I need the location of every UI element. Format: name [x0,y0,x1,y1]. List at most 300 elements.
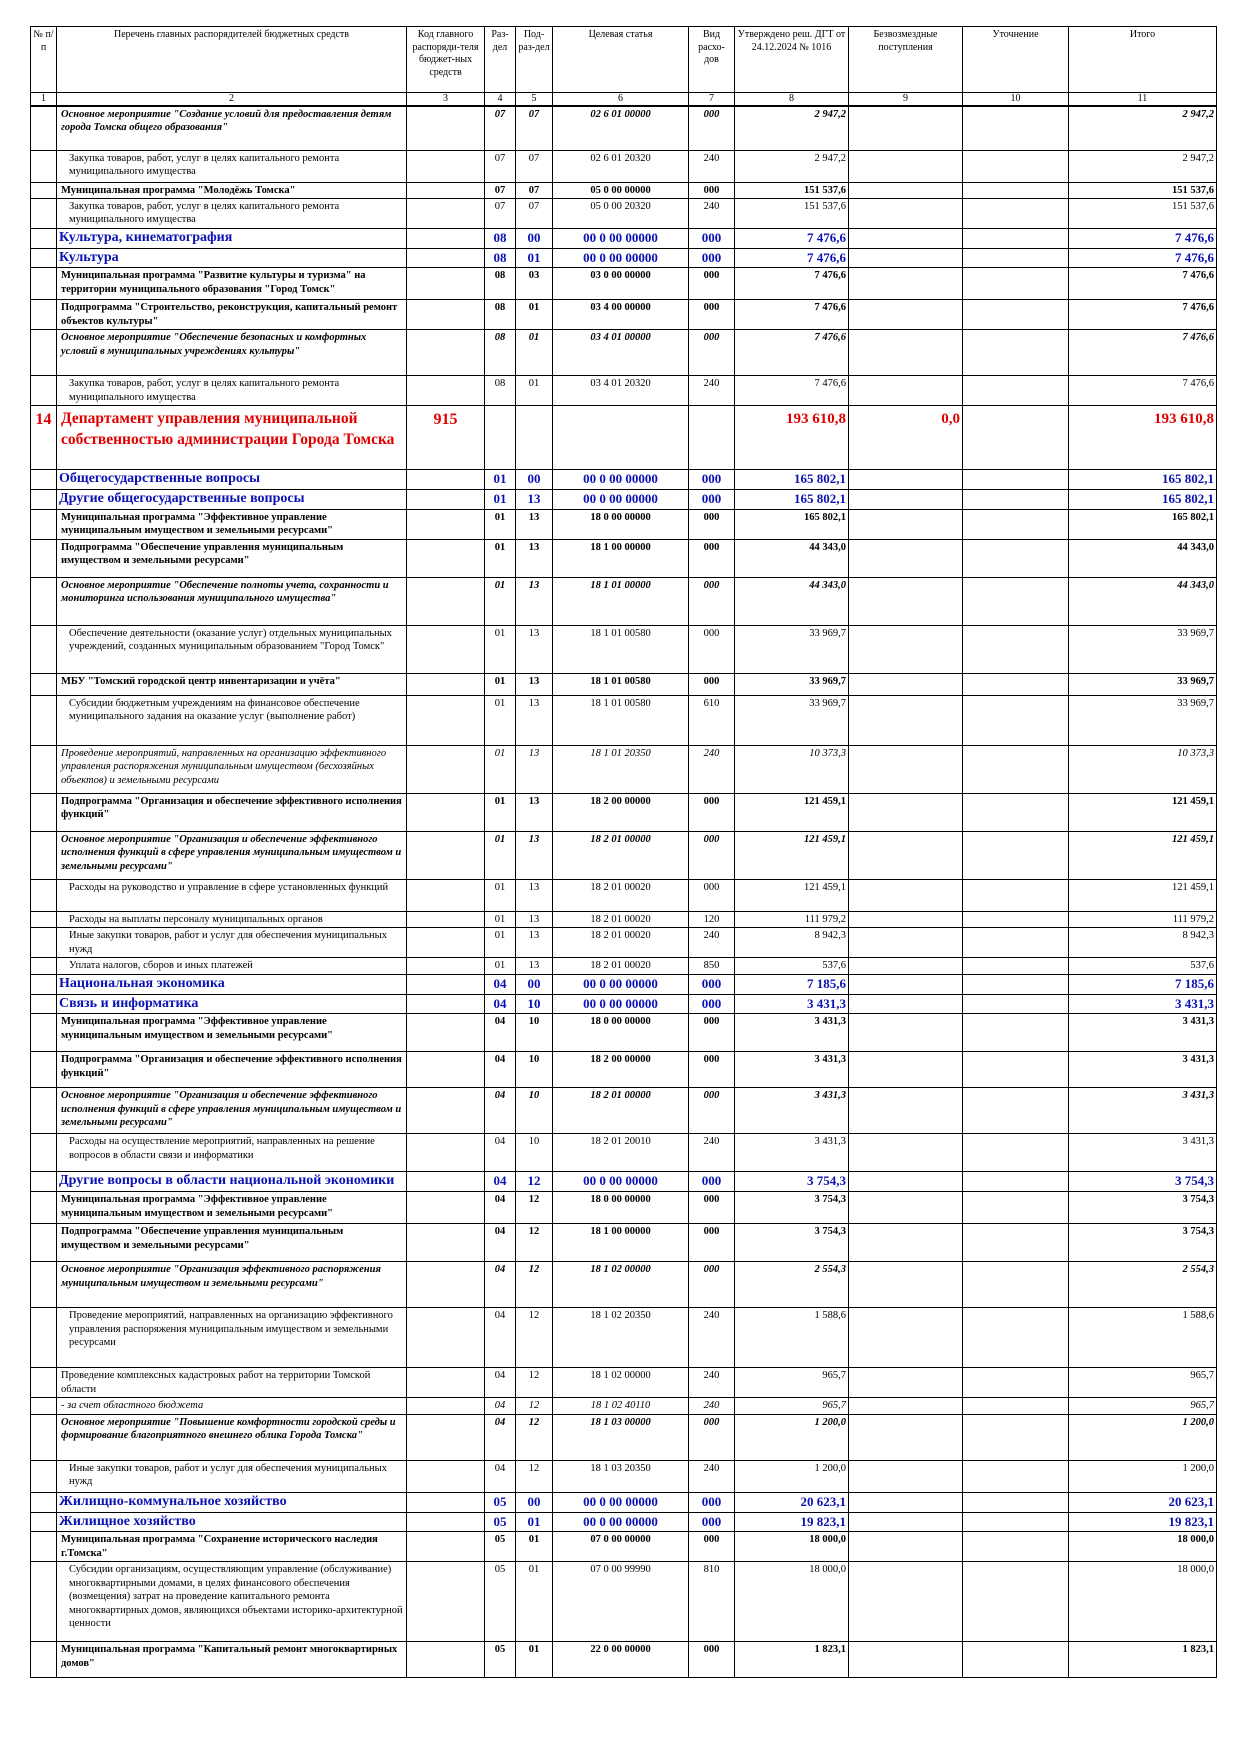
row-podrazdel: 10 [516,1014,553,1052]
table-row [31,794,1217,832]
row-total: 121 459,1 [1069,794,1217,832]
row-podrazdel: 01 [516,300,553,330]
row-free-receipts [849,1562,963,1642]
row-expense-type: 240 [689,150,735,182]
row-clarification [963,1052,1069,1088]
row-approved-amount: 165 802,1 [735,490,849,510]
row-expense-type: 000 [689,1414,735,1460]
row-razdel: 08 [485,330,516,376]
row-code [407,268,485,300]
row-free-receipts [849,794,963,832]
row-approved-amount: 537,6 [735,958,849,974]
row-name: Муниципальная программа "Молодёжь Томска" [57,182,407,198]
row-approved-amount: 33 969,7 [735,626,849,674]
col-header-code: Код главного распоряди-теля бюджет-ных средств [407,27,485,93]
row-code [407,880,485,912]
table-row [31,1014,1217,1052]
row-podrazdel: 13 [516,578,553,626]
row-clarification [963,150,1069,182]
row-code [407,674,485,696]
row-approved-amount: 3 754,3 [735,1224,849,1262]
row-free-receipts [849,1492,963,1512]
row-razdel: 04 [485,1398,516,1414]
row-total: 3 431,3 [1069,1052,1217,1088]
row-clarification [963,470,1069,490]
row-code [407,1562,485,1642]
row-podrazdel: 10 [516,1088,553,1134]
row-approved-amount: 19 823,1 [735,1512,849,1532]
row-code [407,1512,485,1532]
row-clarification [963,696,1069,746]
row-podrazdel: 01 [516,376,553,406]
row-free-receipts [849,106,963,150]
row-expense-type: 000 [689,1642,735,1678]
row-code [407,150,485,182]
row-expense-type: 240 [689,198,735,228]
row-podrazdel: 10 [516,1134,553,1172]
row-total: 1 588,6 [1069,1308,1217,1368]
row-name: Подпрограмма "Организация и обеспечение эффективного исполнения функций" [57,1052,407,1088]
row-target-article: 18 1 01 00580 [553,626,689,674]
row-code [407,1532,485,1562]
row-expense-type: 000 [689,510,735,540]
row-clarification [963,578,1069,626]
row-total: 33 969,7 [1069,696,1217,746]
row-approved-amount: 3 754,3 [735,1192,849,1224]
row-free-receipts [849,1368,963,1398]
section-row [31,1492,1217,1512]
table-row [31,1562,1217,1642]
row-razdel: 01 [485,958,516,974]
row-razdel: 04 [485,1460,516,1492]
row-razdel: 01 [485,880,516,912]
column-number: 10 [963,93,1069,107]
row-expense-type: 000 [689,794,735,832]
row-code [407,912,485,928]
table-row [31,330,1217,376]
row-clarification [963,1512,1069,1532]
row-number [31,880,57,912]
row-number [31,1052,57,1088]
section-row [31,1172,1217,1192]
row-razdel: 01 [485,696,516,746]
row-total: 165 802,1 [1069,510,1217,540]
row-total: 121 459,1 [1069,832,1217,880]
row-free-receipts [849,928,963,958]
row-name: Другие общегосударственные вопросы [57,490,407,510]
row-code [407,696,485,746]
row-approved-amount: 7 476,6 [735,300,849,330]
row-total: 151 537,6 [1069,182,1217,198]
row-name: Культура [57,248,407,268]
row-target-article: 18 1 02 00000 [553,1262,689,1308]
row-name: Муниципальная программа "Эффективное управление муниципальным имуществом и земельными ресурсами" [57,510,407,540]
table-row [31,880,1217,912]
row-expense-type: 000 [689,182,735,198]
column-number: 4 [485,93,516,107]
row-expense-type: 000 [689,1192,735,1224]
row-expense-type: 850 [689,958,735,974]
row-target-article: 18 1 01 00580 [553,696,689,746]
row-approved-amount: 1 200,0 [735,1460,849,1492]
row-number [31,1642,57,1678]
row-clarification [963,1532,1069,1562]
budget-sheet [30,26,1217,1678]
row-razdel: 07 [485,198,516,228]
row-number [31,832,57,880]
row-podrazdel: 13 [516,696,553,746]
row-razdel: 01 [485,510,516,540]
row-name: Основное мероприятие "Организация и обеспечение эффективного исполнения функций в сфере управления муниципальным имуществом и земельными ресурсами" [57,832,407,880]
row-number [31,928,57,958]
row-target-article: 18 1 00 00000 [553,1224,689,1262]
row-podrazdel: 13 [516,490,553,510]
row-clarification [963,406,1069,470]
row-total: 10 373,3 [1069,746,1217,794]
row-expense-type: 000 [689,1088,735,1134]
row-name: Основное мероприятие "Организация и обеспечение эффективного исполнения функций в сфере управления муниципальным имуществом и земельными ресурсами" [57,1088,407,1134]
row-podrazdel: 01 [516,1562,553,1642]
row-approved-amount: 44 343,0 [735,540,849,578]
row-expense-type: 240 [689,928,735,958]
row-razdel: 04 [485,1172,516,1192]
row-total: 3 431,3 [1069,994,1217,1014]
row-free-receipts [849,674,963,696]
row-expense-type: 000 [689,1172,735,1192]
row-total: 111 979,2 [1069,912,1217,928]
row-free-receipts [849,150,963,182]
row-free-receipts [849,994,963,1014]
row-clarification [963,958,1069,974]
row-podrazdel: 07 [516,182,553,198]
section-row [31,228,1217,248]
row-code [407,228,485,248]
row-razdel [485,406,516,470]
row-name: Расходы на осуществление мероприятий, направленных на решение вопросов в области связи и информатики [57,1134,407,1172]
row-approved-amount: 44 343,0 [735,578,849,626]
row-total: 7 476,6 [1069,248,1217,268]
row-number [31,994,57,1014]
row-target-article: 00 0 00 00000 [553,1492,689,1512]
row-total: 19 823,1 [1069,1512,1217,1532]
row-expense-type: 000 [689,228,735,248]
row-expense-type: 000 [689,106,735,150]
row-code [407,376,485,406]
row-name: Общегосударственные вопросы [57,470,407,490]
row-total: 3 431,3 [1069,1088,1217,1134]
table-row [31,540,1217,578]
row-clarification [963,300,1069,330]
row-name: Муниципальная программа "Капитальный ремонт многоквартирных домов" [57,1642,407,1678]
row-number [31,106,57,150]
row-razdel: 04 [485,1014,516,1052]
row-approved-amount: 7 476,6 [735,268,849,300]
row-free-receipts [849,510,963,540]
row-number [31,150,57,182]
row-free-receipts [849,376,963,406]
col-header-clarification: Уточнение [963,27,1069,93]
row-number [31,1414,57,1460]
row-free-receipts [849,626,963,674]
row-razdel: 04 [485,1052,516,1088]
row-free-receipts [849,958,963,974]
row-clarification [963,330,1069,376]
row-approved-amount: 2 947,2 [735,150,849,182]
row-expense-type: 000 [689,974,735,994]
row-target-article: 18 1 01 00000 [553,578,689,626]
row-number [31,912,57,928]
table-row [31,958,1217,974]
row-expense-type: 000 [689,994,735,1014]
row-expense-type: 000 [689,1512,735,1532]
row-name: - за счет областного бюджета [57,1398,407,1414]
row-number [31,1512,57,1532]
row-target-article: 07 0 00 99990 [553,1562,689,1642]
row-approved-amount: 3 431,3 [735,1052,849,1088]
row-total: 2 947,2 [1069,150,1217,182]
row-free-receipts [849,540,963,578]
row-razdel: 08 [485,376,516,406]
row-expense-type: 610 [689,696,735,746]
row-name: Основное мероприятие "Создание условий для предоставления детям города Томска общего образования" [57,106,407,150]
row-expense-type: 240 [689,1134,735,1172]
row-target-article: 18 2 01 00000 [553,1088,689,1134]
row-code [407,1398,485,1414]
row-free-receipts [849,880,963,912]
col-header-total: Итого [1069,27,1217,93]
row-expense-type: 240 [689,1308,735,1368]
row-number [31,578,57,626]
row-clarification [963,928,1069,958]
row-approved-amount: 151 537,6 [735,198,849,228]
row-name: Подпрограмма "Строительство, реконструкция, капитальный ремонт объектов культуры" [57,300,407,330]
col-header-target: Целевая статья [553,27,689,93]
table-row [31,912,1217,928]
row-podrazdel: 13 [516,832,553,880]
row-clarification [963,1172,1069,1192]
table-row [31,578,1217,626]
row-razdel: 08 [485,268,516,300]
row-free-receipts [849,1172,963,1192]
row-name: Департамент управления муниципальной собственностью администрации Города Томска [57,406,407,470]
row-code [407,1460,485,1492]
row-expense-type: 000 [689,470,735,490]
section-row [31,994,1217,1014]
row-approved-amount: 3 431,3 [735,994,849,1014]
row-razdel: 05 [485,1532,516,1562]
row-name: Закупка товаров, работ, услуг в целях капитального ремонта муниципального имущества [57,376,407,406]
row-target-article: 00 0 00 00000 [553,974,689,994]
row-number [31,268,57,300]
table-row [31,1414,1217,1460]
row-target-article: 02 6 01 00000 [553,106,689,150]
row-razdel: 01 [485,490,516,510]
row-total: 537,6 [1069,958,1217,974]
row-total: 165 802,1 [1069,490,1217,510]
row-expense-type: 000 [689,1492,735,1512]
row-clarification [963,1308,1069,1368]
row-clarification [963,1088,1069,1134]
row-code [407,300,485,330]
row-code [407,490,485,510]
row-approved-amount: 2 947,2 [735,106,849,150]
row-total: 3 431,3 [1069,1134,1217,1172]
row-number [31,1460,57,1492]
row-name: Жилищно-коммунальное хозяйство [57,1492,407,1512]
row-podrazdel: 12 [516,1224,553,1262]
row-clarification [963,1460,1069,1492]
row-razdel: 07 [485,150,516,182]
row-code [407,928,485,958]
row-total: 7 476,6 [1069,300,1217,330]
row-code [407,1088,485,1134]
row-podrazdel: 07 [516,198,553,228]
row-podrazdel: 01 [516,1642,553,1678]
row-total: 165 802,1 [1069,470,1217,490]
row-target-article: 02 6 01 20320 [553,150,689,182]
row-code: 915 [407,406,485,470]
row-code [407,1262,485,1308]
row-target-article: 05 0 00 00000 [553,182,689,198]
table-row [31,1368,1217,1398]
row-approved-amount: 2 554,3 [735,1262,849,1308]
row-razdel: 01 [485,540,516,578]
row-approved-amount: 7 476,6 [735,228,849,248]
row-podrazdel: 01 [516,330,553,376]
row-clarification [963,794,1069,832]
row-clarification [963,1492,1069,1512]
row-razdel: 04 [485,1224,516,1262]
row-approved-amount: 165 802,1 [735,510,849,540]
table-row [31,198,1217,228]
row-approved-amount: 1 588,6 [735,1308,849,1368]
table-row [31,674,1217,696]
row-approved-amount: 165 802,1 [735,470,849,490]
row-expense-type: 240 [689,376,735,406]
row-approved-amount: 7 185,6 [735,974,849,994]
row-clarification [963,1562,1069,1642]
row-target-article: 18 2 01 00000 [553,832,689,880]
row-free-receipts [849,1134,963,1172]
row-number [31,1014,57,1052]
row-code [407,510,485,540]
row-razdel: 01 [485,928,516,958]
row-target-article: 18 2 01 00020 [553,958,689,974]
row-name: Закупка товаров, работ, услуг в целях капитального ремонта муниципального имущества [57,198,407,228]
row-free-receipts [849,1642,963,1678]
column-number: 2 [57,93,407,107]
row-approved-amount: 965,7 [735,1368,849,1398]
row-podrazdel: 13 [516,746,553,794]
row-clarification [963,832,1069,880]
row-number [31,198,57,228]
row-clarification [963,1192,1069,1224]
row-podrazdel: 12 [516,1262,553,1308]
row-approved-amount: 7 476,6 [735,248,849,268]
row-expense-type: 240 [689,746,735,794]
row-expense-type: 810 [689,1562,735,1642]
table-row [31,1642,1217,1678]
section-row [31,1512,1217,1532]
row-podrazdel: 13 [516,510,553,540]
row-number [31,510,57,540]
row-free-receipts [849,912,963,928]
row-expense-type: 000 [689,1014,735,1052]
row-clarification [963,490,1069,510]
row-clarification [963,182,1069,198]
column-number: 1 [31,93,57,107]
row-podrazdel: 07 [516,150,553,182]
row-target-article: 18 1 00 00000 [553,540,689,578]
row-name: Проведение комплексных кадастровых работ на территории Томской области [57,1368,407,1398]
row-clarification [963,674,1069,696]
row-clarification [963,268,1069,300]
row-razdel: 04 [485,974,516,994]
row-approved-amount: 3 754,3 [735,1172,849,1192]
row-target-article: 18 0 00 00000 [553,1014,689,1052]
row-free-receipts [849,1398,963,1414]
column-number: 9 [849,93,963,107]
row-podrazdel: 13 [516,958,553,974]
row-total: 965,7 [1069,1368,1217,1398]
row-code [407,794,485,832]
row-target-article: 03 4 01 00000 [553,330,689,376]
row-target-article: 18 0 00 00000 [553,1192,689,1224]
row-target-article: 07 0 00 00000 [553,1532,689,1562]
row-total: 1 200,0 [1069,1414,1217,1460]
row-code [407,1492,485,1512]
row-razdel: 01 [485,794,516,832]
row-free-receipts [849,578,963,626]
row-number: 14 [31,406,57,470]
row-podrazdel: 12 [516,1414,553,1460]
row-clarification [963,376,1069,406]
row-free-receipts [849,182,963,198]
row-clarification [963,1224,1069,1262]
row-code [407,578,485,626]
row-razdel: 01 [485,674,516,696]
row-number [31,376,57,406]
row-expense-type: 120 [689,912,735,928]
row-target-article: 03 4 01 20320 [553,376,689,406]
row-clarification [963,510,1069,540]
row-approved-amount: 20 623,1 [735,1492,849,1512]
row-podrazdel: 13 [516,540,553,578]
row-free-receipts [849,1460,963,1492]
row-free-receipts [849,696,963,746]
row-free-receipts [849,228,963,248]
row-clarification [963,974,1069,994]
row-razdel: 07 [485,182,516,198]
row-total: 8 942,3 [1069,928,1217,958]
row-target-article: 18 2 00 00000 [553,794,689,832]
row-name: МБУ "Томский городской центр инвентаризации и учёта" [57,674,407,696]
row-number [31,1492,57,1512]
row-clarification [963,1014,1069,1052]
row-number [31,1224,57,1262]
table-row [31,626,1217,674]
row-free-receipts [849,1414,963,1460]
row-podrazdel: 01 [516,248,553,268]
row-free-receipts [849,1224,963,1262]
row-total: 44 343,0 [1069,540,1217,578]
row-free-receipts [849,1262,963,1308]
table-row [31,1398,1217,1414]
table-row [31,1308,1217,1368]
row-razdel: 08 [485,300,516,330]
row-name: Связь и информатика [57,994,407,1014]
row-razdel: 01 [485,832,516,880]
